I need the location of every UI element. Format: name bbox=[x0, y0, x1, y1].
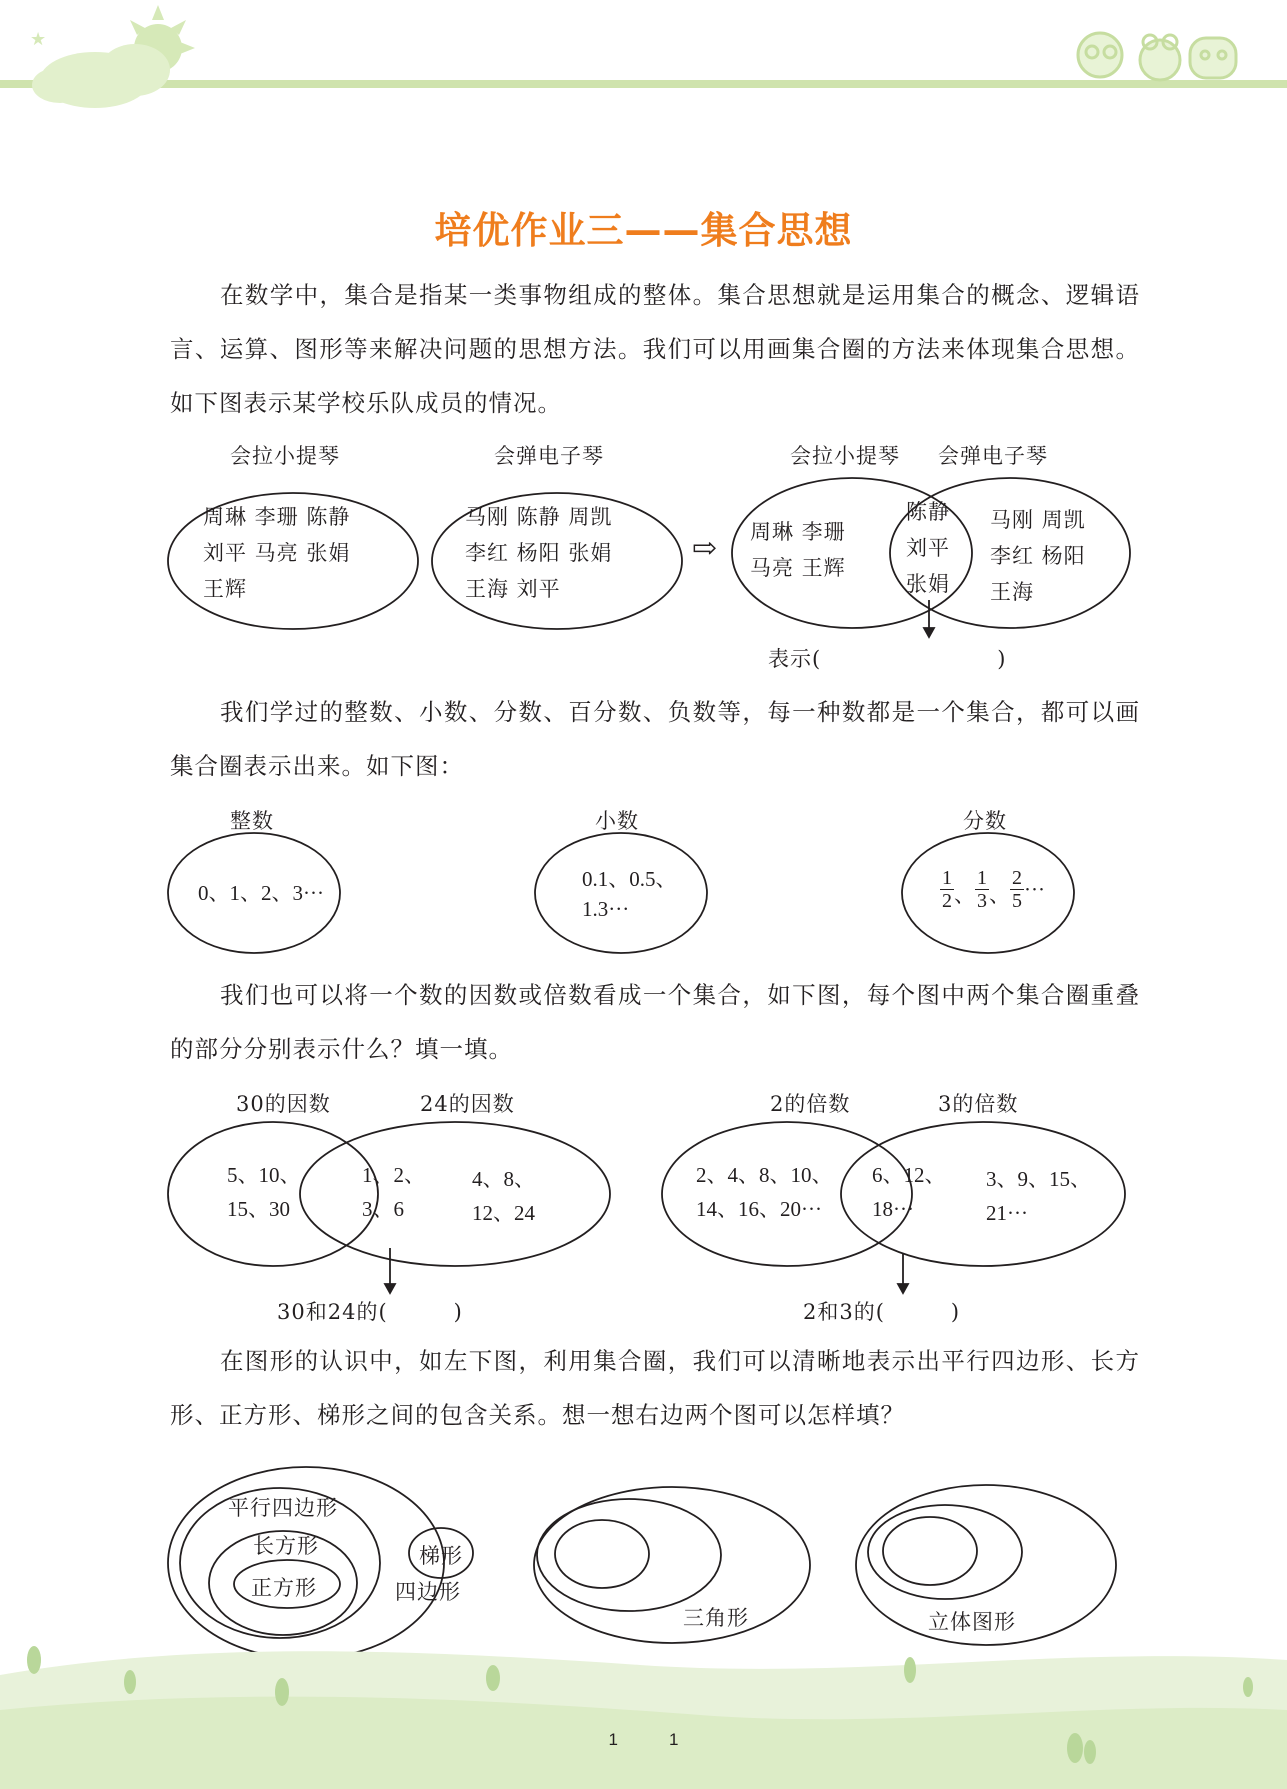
triangle-label: 三角形 bbox=[683, 1606, 749, 1630]
intro-paragraph: 在数学中，集合是指某一类事物组成的整体。集合思想就是运用集合的概念、逻辑语言、运算、图形等来解决问题的思想方法。我们可以用画集合圈的方法来体现集合思想。如下图表示某学校乐队成员的情况。 bbox=[170, 281, 1140, 417]
venn-violin-only bbox=[750, 514, 846, 586]
member-row: 王辉 bbox=[203, 577, 247, 601]
fraction: $\frac{1}{2}$ bbox=[942, 867, 952, 912]
solid-figure-label: 立体图形 bbox=[928, 1610, 1016, 1634]
mult3-label: 3的倍数 bbox=[938, 1092, 1019, 1116]
cloud-icon bbox=[32, 44, 170, 108]
fraction-values: $\frac{1}{2}$ 、 $\frac{1}{3}$ 、 $\frac{2}{5}$ ··· bbox=[942, 867, 1045, 912]
factors-paragraph: 我们也可以将一个数的因数或倍数看成一个集合，如下图，每个图中两个集合圈重叠的部分分别表示什么？填一填。 bbox=[170, 981, 1140, 1063]
numbers-paragraph: 我们学过的整数、小数、分数、百分数、负数等，每一种数都是一个集合，都可以画集合圈表示出来。如下图： bbox=[170, 698, 1140, 780]
member-row: 刘平 马亮 张娟 bbox=[203, 541, 351, 565]
solid-mid-circle bbox=[868, 1505, 1022, 1599]
member-row: 马刚 周凯 bbox=[990, 508, 1086, 532]
mult2-only: 2、4、8、10、 14、16、20··· bbox=[696, 1163, 833, 1221]
decimal-row: 1.3··· bbox=[582, 897, 630, 921]
venn-keyboard-only bbox=[990, 502, 1086, 610]
page-number: 1 1 bbox=[608, 1730, 679, 1749]
integer-values: 0、1、2、3··· bbox=[198, 881, 324, 905]
multiple-answer-blank[interactable]: 2和3的( ) bbox=[803, 1300, 961, 1324]
member-row: 李红 杨阳 张娟 bbox=[465, 541, 613, 565]
rectangle-label: 长方形 bbox=[253, 1534, 319, 1558]
member-row: 王海 刘平 bbox=[465, 577, 561, 601]
factor-arrow-head bbox=[385, 1284, 395, 1293]
venn-keyboard-label: 会弹电子琴 bbox=[938, 444, 1048, 468]
venn-both bbox=[906, 494, 950, 602]
factor24-label: 24的因数 bbox=[420, 1092, 515, 1116]
mult3-only: 3、9、15、 21··· bbox=[986, 1167, 1091, 1225]
trapezoid-label: 梯形 bbox=[419, 1544, 463, 1568]
violin-members bbox=[203, 499, 350, 607]
member-row: 周琳 李珊 bbox=[750, 520, 846, 544]
member-row: 陈静 bbox=[906, 500, 950, 524]
keyboard-label: 会弹电子琴 bbox=[494, 444, 604, 468]
fraction: $\frac{2}{5}$ bbox=[1012, 867, 1022, 912]
header-line bbox=[0, 80, 1287, 88]
band-answer-blank[interactable]: 表示( ) bbox=[768, 647, 1007, 671]
band-arrow-head bbox=[924, 628, 934, 637]
member-row: 刘平 bbox=[906, 536, 950, 560]
page-title: 培优作业三——集合思想 bbox=[434, 209, 853, 252]
factor-common: 1、2、 3、6 bbox=[362, 1163, 425, 1221]
triangle-inner-circle bbox=[555, 1520, 649, 1588]
member-row: 李红 杨阳 bbox=[990, 544, 1086, 568]
fraction: $\frac{1}{3}$ bbox=[977, 867, 987, 912]
member-row: 周琳 李珊 陈静 bbox=[203, 505, 351, 529]
fraction-label: 分数 bbox=[963, 809, 1007, 833]
member-row: 张娟 bbox=[906, 572, 950, 596]
triangle-mid-circle bbox=[537, 1499, 721, 1611]
arrow-right-icon: ⇨ bbox=[692, 531, 718, 566]
member-row: 马刚 陈静 周凯 bbox=[465, 505, 613, 529]
animals-icon bbox=[1078, 33, 1236, 80]
factor30-only: 5、10、 15、30 bbox=[227, 1163, 301, 1221]
venn-violin-label: 会拉小提琴 bbox=[790, 444, 900, 468]
header-decoration bbox=[0, 0, 1287, 130]
mult2-label: 2的倍数 bbox=[770, 1092, 851, 1116]
star-icon: ★ bbox=[30, 29, 47, 50]
factor24-only: 4、8、 12、24 bbox=[472, 1167, 535, 1225]
factor-answer-blank[interactable]: 30和24的( ) bbox=[277, 1300, 463, 1324]
shapes-paragraph: 在图形的认识中，如左下图，利用集合圈，我们可以清晰地表示出平行四边形、长方形、正方形、梯形之间的包含关系。想一想右边两个图可以怎样填？ bbox=[170, 1347, 1140, 1429]
triangle-outer-circle bbox=[534, 1487, 810, 1643]
decimal-row: 0.1、0.5、 bbox=[582, 867, 677, 891]
solid-inner-circle bbox=[883, 1517, 977, 1585]
parallelogram-label: 平行四边形 bbox=[228, 1496, 338, 1520]
violin-label: 会拉小提琴 bbox=[230, 444, 340, 468]
factor30-label: 30的因数 bbox=[236, 1092, 331, 1116]
decimal-values bbox=[582, 864, 677, 924]
integer-label: 整数 bbox=[230, 809, 274, 833]
footer-decoration bbox=[0, 1630, 1287, 1789]
factor24-circle bbox=[300, 1122, 610, 1266]
member-row: 王海 bbox=[990, 580, 1034, 604]
member-row: 马亮 王辉 bbox=[750, 556, 846, 580]
multiple-common: 6、12、 18··· bbox=[872, 1163, 946, 1221]
multiple-arrow-head bbox=[898, 1284, 908, 1293]
quadrilateral-label: 四边形 bbox=[395, 1580, 461, 1604]
square-label: 正方形 bbox=[251, 1576, 317, 1600]
decimal-label: 小数 bbox=[595, 809, 639, 833]
keyboard-members bbox=[465, 499, 612, 607]
